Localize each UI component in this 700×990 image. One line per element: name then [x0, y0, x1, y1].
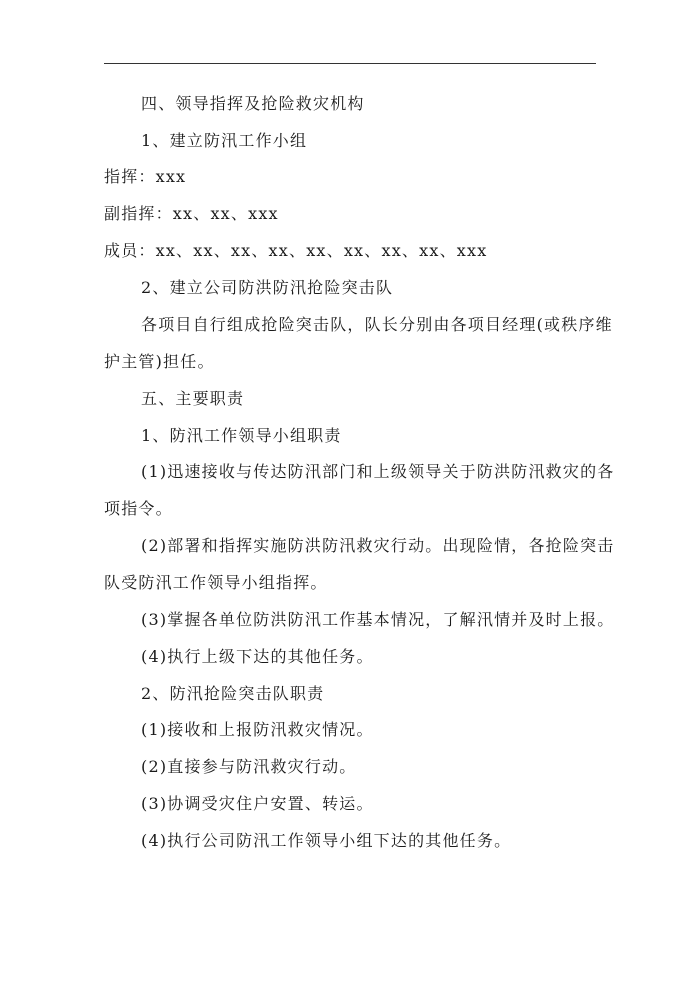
list-item-line: (1)接收和上报防汛救灾情况。 — [141, 720, 374, 739]
header-rule — [104, 63, 596, 64]
paragraph-line: 护主管)担任。 — [104, 352, 215, 371]
deputy-commander-line: 副指挥：xx、xx、xxx — [104, 204, 279, 223]
list-item-line: 项指令。 — [104, 499, 173, 518]
subsection-heading-duties-2: 2、防汛抢险突击队职责 — [141, 684, 325, 703]
commander-line: 指挥：xxx — [104, 167, 187, 186]
list-item-line: 队受防汛工作领导小组指挥。 — [104, 573, 328, 592]
subsection-heading-2: 2、建立公司防洪防汛抢险突击队 — [141, 278, 394, 297]
subsection-heading-1: 1、建立防汛工作小组 — [141, 131, 308, 150]
list-item-line: (4)执行公司防汛工作领导小组下达的其他任务。 — [141, 831, 512, 850]
list-item-line: (1)迅速接收与传达防汛部门和上级领导关于防洪防汛救灾的各 — [141, 462, 615, 481]
list-item-line: (3)协调受灾住户安置、转运。 — [141, 794, 374, 813]
list-item-line: (2)直接参与防汛救灾行动。 — [141, 757, 357, 776]
paragraph-line: 各项目自行组成抢险突击队，队长分别由各项目经理(或秩序维 — [141, 315, 613, 334]
section-heading-5: 五、主要职责 — [141, 389, 245, 408]
list-item-line: (3)掌握各单位防洪防汛工作基本情况，了解汛情并及时上报。 — [141, 610, 615, 629]
section-heading-4: 四、领导指挥及抢险救灾机构 — [141, 94, 365, 113]
subsection-heading-duties-1: 1、防汛工作领导小组职责 — [141, 426, 342, 445]
list-item-line: (2)部署和指挥实施防洪防汛救灾行动。出现险情，各抢险突击 — [141, 536, 615, 555]
members-line: 成员：xx、xx、xx、xx、xx、xx、xx、xx、xxx — [104, 241, 488, 260]
list-item-line: (4)执行上级下达的其他任务。 — [141, 647, 374, 666]
